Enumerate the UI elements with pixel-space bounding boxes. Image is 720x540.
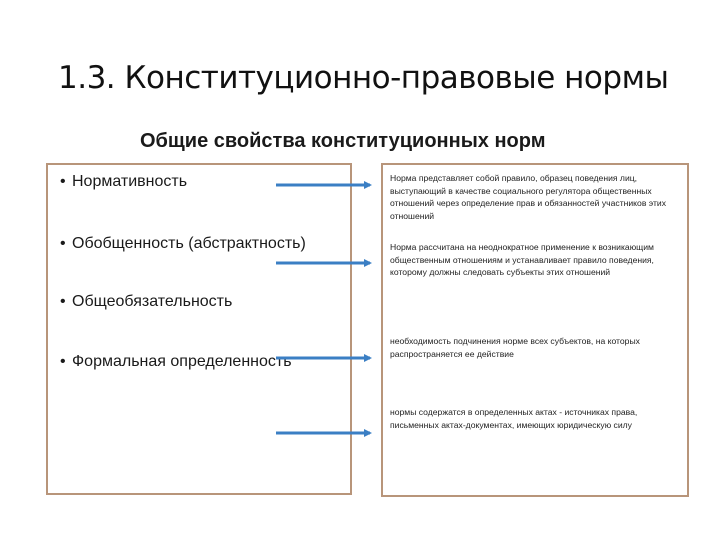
description-obligatoriness: необходимость подчинения норме всех субъектов, на которых распространяется ее действие [390, 336, 640, 359]
bullet-marker: • [60, 235, 66, 252]
property-label: Обобщенность (абстрактность) [72, 235, 306, 252]
slide-title: 1.3. Конституционно-правовые нормы [58, 60, 669, 96]
property-label: Формальная определенность [72, 353, 292, 370]
property-label: Общеобязательность [72, 293, 233, 310]
bullet-marker: • [60, 173, 66, 190]
description-formal-certainty: нормы содержатся в определенных актах - источниках права, письменных актах-документах, имеющих юридическую силу [390, 407, 638, 430]
description-generality: Норма рассчитана на неоднократное применение к возникающим общественным отношениям и устанавливает правило поведения, которому должны следовать субъекты этих отношений [390, 242, 654, 277]
slide-subtitle: Общие свойства конституционных норм [140, 130, 546, 152]
bullet-marker: • [60, 353, 66, 370]
bullet-marker: • [60, 293, 66, 310]
property-label: Нормативность [72, 173, 188, 190]
description-normativity: Норма представляет собой правило, образец поведения лиц, выступающий в качестве социального регулятора общественных отношений через определение прав и обязанностей участников этих отношений [390, 173, 666, 221]
